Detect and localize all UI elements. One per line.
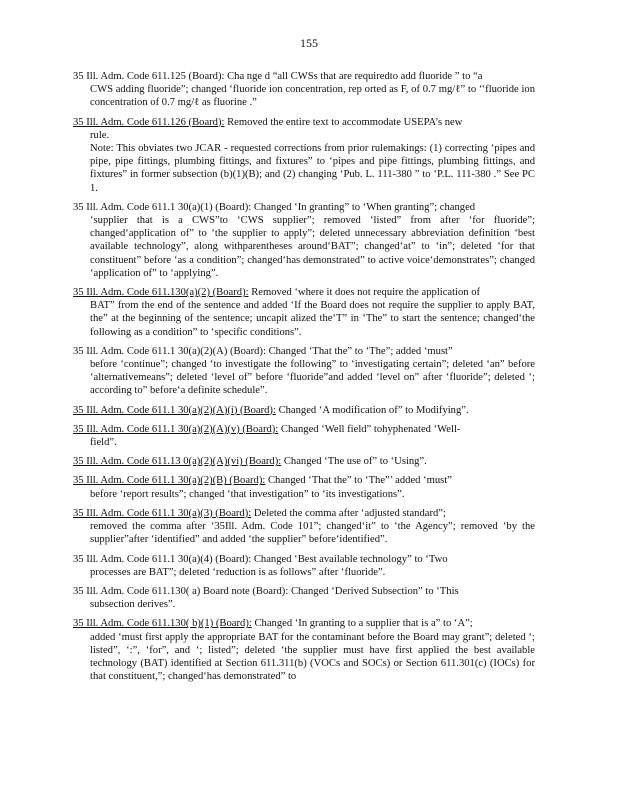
entry-text: Changed ‘Well field” tohyphenated ‘Well-: [280, 423, 461, 435]
entry-text: Changed ‘A modification of” to Modifying”.: [278, 404, 469, 416]
amendment-entry: [73, 617, 535, 683]
entry-text: Changed ‘Best available technology” to ‘Two: [253, 553, 448, 565]
page-number: 155: [300, 36, 318, 50]
amendment-entry: [73, 286, 535, 339]
entry-continuation: before ‘report results”; changed ‘that investigation” to ‘its investigations”.: [90, 488, 405, 500]
entry-citation: 35 Ill. Adm. Code 611.1 30(a)(2)(A) (Board):: [73, 345, 266, 357]
amendment-entry: [73, 585, 535, 611]
entry-note: Note: This obviates two JCAR - requested corrections from prior rulemakings: (1) correcting ‘pipes and pipe, pipe fittings, plumbing fittings, and fixtures” to ‘pipes and pipe fittings, plumbing fittings, and fixtures” in former subsection (b)(1)(B); and (2) changing ‘Pub. L. 111-380 ” to ‘P.L. 111-380 .” See PC 1.: [90, 143, 535, 194]
entry-text: Changed ‘The use of” to ‘Using”.: [283, 456, 427, 468]
entry-text: Changed ‘In granting” to ‘When granting”; changed: [253, 201, 476, 213]
entry-text: Cha nge d “all CWSs that are requiredto add fluoride ” to “a: [227, 71, 483, 82]
entry-citation: 35 Ill. Adm. Code 611.1 30(a)(4) (Board):: [73, 553, 252, 565]
amendment-entry: [73, 507, 535, 547]
entry-continuation: before ‘continue”; changed ‘to investigate the following” to ‘investigating certain”; deleted ‘an” before ‘alternativemeans”; deleted ‘level of” before ‘fluoride”and added ‘level on” after ‘fluoride”; deleted ‘; according to” before‘a definite schedule”.: [90, 359, 535, 397]
amendment-entry: [73, 474, 535, 500]
amendment-entry: [73, 116, 535, 195]
entry-continuation: subsection derives”.: [90, 599, 176, 611]
amendment-list: [73, 70, 535, 689]
entry-citation: 35 Ill. Adm. Code 611.1 30(a)(1) (Board):: [73, 201, 252, 213]
entry-citation: 35 Ill. Adm. Code 611.130(a)(2) (Board):: [73, 287, 249, 299]
entry-citation: 35 Ill. Adm. Code 611.130( a) Board note (Board):: [73, 585, 289, 597]
entry-citation: 35 Ill. Adm. Code 611.1 30(a)(3) (Board):: [73, 507, 252, 519]
entry-citation: 35 Ill. Adm. Code 611.1 30(a)(2)(B) (Board):: [73, 475, 266, 487]
entry-text: Changed ‘That the” to ‘The”; added ‘must”: [268, 345, 453, 357]
amendment-entry: [73, 404, 535, 417]
entry-continuation: added ‘must first apply the appropriate BAT for the contaminant before the Board may grant”; deleted ‘; listed”, ‘:”, ‘for”, and ‘; listed”; deleted ‘the supplier must have first applied the best available technology (BAT) identified at Section 611.311(b) (VOCs and SOCs) or Section 611.301(c) (IOCs) for that constituent,”; changed‘has demonstrated” to: [90, 631, 535, 683]
entry-citation: 35 Ill. Adm. Code 611.1 30(a)(2)(A)(i) (Board):: [73, 404, 276, 416]
amendment-entry: [73, 455, 535, 468]
entry-text: Changed ‘Derived Subsection” to ‘This: [290, 585, 459, 597]
entry-citation: 35 Ill. Adm. Code 611.1 30(a)(2)(A)(v) (Board):: [73, 423, 279, 435]
amendment-entry: [73, 345, 535, 398]
entry-text: Changed ‘That the” to ‘The”’ added ‘must”: [267, 475, 452, 487]
entry-continuation: removed the comma after ‘35Ill. Adm. Code 101”; changed‘it” to ‘the Agency”; removed ‘by the supplier”after ‘identified” and added ‘the supplier” before‘identified”.: [90, 521, 535, 546]
amendment-entry: [73, 553, 535, 579]
entry-continuation: field”.: [90, 437, 117, 449]
entry-citation: 35 Ill. Adm. Code 611.130( b)(1) (Board):: [73, 618, 252, 630]
entry-text: Removed the entire text to accommodate USEPA’s new: [227, 116, 463, 128]
amendment-entry: [73, 201, 535, 280]
entry-continuation: ‘supplier that is a CWS”to ‘CWS supplier”; removed ‘listed” from after ‘for fluoride”; changed‘application of” to ‘the supplier to apply”; deleted unnecessary abbreviation definition ‘best available technology”, along withparentheses around‘BAT”; changed‘at” to ‘in”; deleted ‘for that constituent” before ‘as a condition”; changed‘has demonstrated” to active voice‘demonstrates”; changed ‘application of” to ‘applying”.: [90, 215, 535, 279]
entry-text: Changed ‘In granting to a supplier that is a” to ‘A”;: [254, 618, 473, 630]
entry-continuation: CWS adding fluoride”; changed ‘fluoride ion concentration, rep orted as F, of 0.7 mg/ℓ” to ‘‘fluoride ion concentration of 0.7 mg/ℓ as fluorine .”: [90, 84, 535, 109]
entry-continuation: processes are BAT”; deleted ‘reduction is as follows” after ‘fluoride”.: [90, 566, 386, 578]
entry-text: Removed ‘where it does not require the application of: [251, 287, 481, 299]
entry-text: Deleted the comma after ‘adjusted standard”;: [253, 507, 446, 519]
entry-continuation: rule.: [90, 129, 110, 141]
entry-citation: 35 Ill. Adm. Code 611.125 (Board):: [73, 71, 225, 82]
amendment-entry: [73, 423, 535, 449]
entry-citation: 35 Ill. Adm. Code 611.126 (Board):: [73, 116, 225, 128]
entry-continuation: BAT” from the end of the sentence and added ‘If the Board does not require the supplier to apply BAT, the” at the beginning of the sentence; uncapit alized the‘T” in ‘The” to start the sentence; changed‘the following as a condition” to ‘specific conditions”.: [90, 300, 535, 338]
amendment-entry: [73, 70, 535, 110]
entry-citation: 35 Ill. Adm. Code 611.13 0(a)(2)(A)(vi) (Board):: [73, 456, 282, 468]
